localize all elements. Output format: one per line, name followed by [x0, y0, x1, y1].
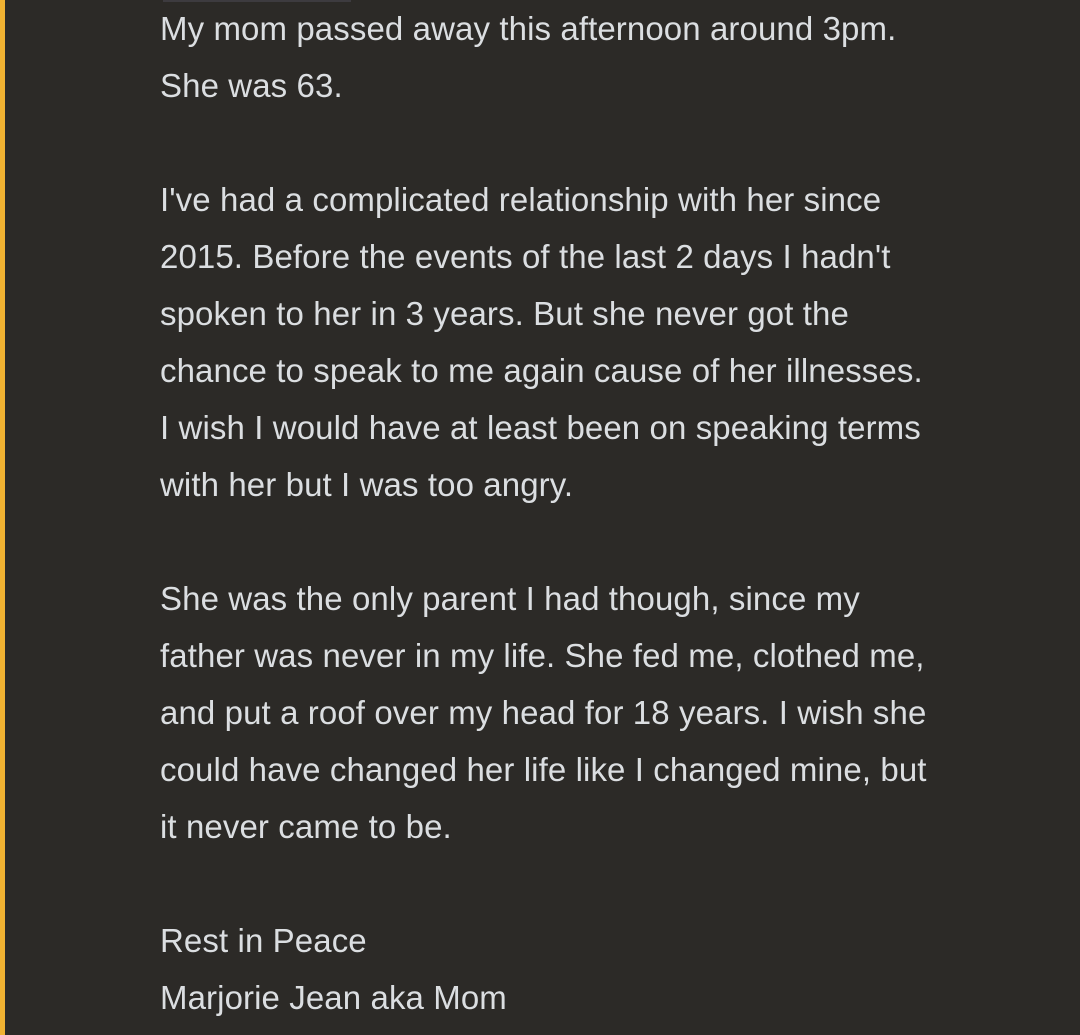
paragraph-spacer — [160, 855, 1060, 912]
message-line: She was 63. — [160, 67, 343, 104]
paragraph-spacer — [160, 114, 1060, 171]
message-line: Rest in Peace — [160, 922, 367, 959]
paragraph-2 — [160, 171, 1060, 513]
message-line: My mom passed away this afternoon around 3pm. — [160, 10, 897, 47]
embed-accent-bar — [0, 0, 5, 1035]
paragraph-spacer — [160, 513, 1060, 570]
message-line: chance to speak to me again cause of her illnesses. — [160, 352, 923, 389]
message-line: Marjorie Jean aka Mom — [160, 979, 507, 1016]
message-line: 2015. Before the events of the last 2 days I hadn't — [160, 238, 891, 275]
message-line: spoken to her in 3 years. But she never got the — [160, 295, 849, 332]
message-line: and put a roof over my head for 18 years. I wish she — [160, 694, 927, 731]
message-line: I wish I would have at least been on speaking terms — [160, 409, 921, 446]
paragraph-1 — [160, 0, 1060, 114]
paragraph-3 — [160, 570, 1060, 855]
message-line: father was never in my life. She fed me, clothed me, — [160, 637, 925, 674]
paragraph-4 — [160, 912, 1060, 1026]
message-line: She was the only parent I had though, since my — [160, 580, 860, 617]
message-line: with her but I was too angry. — [160, 466, 574, 503]
message-line: could have changed her life like I changed mine, but — [160, 751, 927, 788]
message-content — [160, 0, 1060, 1026]
message-line: I've had a complicated relationship with her since — [160, 181, 882, 218]
message-line: it never came to be. — [160, 808, 452, 845]
